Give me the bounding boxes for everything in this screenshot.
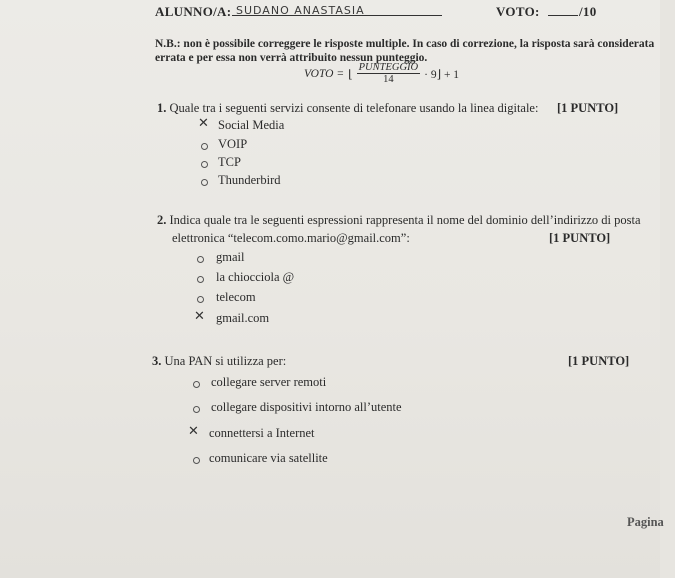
q2-option-2: la chiocciola @ — [216, 270, 295, 284]
q2-option-3-radio[interactable] — [197, 296, 204, 303]
q2-option-3: telecom — [216, 290, 256, 304]
q1-option-2-radio[interactable] — [201, 143, 208, 150]
formula-fraction — [357, 62, 421, 85]
question-2-line-2: elettronica “telecom.como.mario@gmail.com”: — [172, 231, 410, 245]
q3-option-1: collegare server remoti — [211, 375, 327, 389]
question-1-points: [1 PUNTO] — [557, 101, 619, 115]
q2-option-2-radio[interactable] — [197, 276, 204, 283]
page-footer-label: Pagina — [627, 515, 664, 529]
q2-option-4: gmail.com — [216, 311, 270, 325]
q1-option-4-radio[interactable] — [201, 179, 208, 186]
grade-formula: VOTO = ⌊ $\frac{\text{PUNTEGGIO}}{14}$ · 9⌋ + 1 — [304, 62, 460, 85]
q1-option-2: VOIP — [218, 137, 248, 151]
formula-lhs: VOTO = — [304, 67, 345, 80]
question-2-points: [1 PUNTO] — [549, 231, 611, 245]
formula-numerator: PUNTEGGIO — [358, 62, 419, 73]
question-3-points: [1 PUNTO] — [568, 354, 630, 368]
q2-option-1: gmail — [216, 250, 245, 264]
grade-suffix: /10 — [579, 4, 597, 19]
question-3: 3. Una PAN si utilizza per: — [152, 354, 287, 368]
q1-option-4: Thunderbird — [218, 173, 281, 187]
q3-option-4-radio[interactable] — [193, 457, 200, 464]
answer-cross-mark: ✕ — [188, 424, 199, 439]
q3-option-2: collegare dispositivi intorno all’utente — [211, 400, 402, 414]
q3-option-3: connettersi a Internet — [209, 426, 315, 440]
grade-label: VOTO: — [496, 4, 540, 19]
answer-cross-mark: ✕ — [194, 309, 205, 324]
formula-rhs: · 9⌋ + 1 — [424, 68, 460, 81]
q2-option-1-radio[interactable] — [197, 256, 204, 263]
q3-option-2-radio[interactable] — [193, 406, 200, 413]
grade-line — [548, 15, 578, 16]
instruction-note: N.B.: non è possibile correggere le risposte multiple. In caso di correzione, la risposta sarà considerata errata e per essa non verrà attribuito nessun punteggio. — [155, 38, 655, 64]
question-1: 1. Quale tra i seguenti servizi consente di telefonare usando la linea digitale: — [157, 101, 539, 115]
answer-cross-mark: ✕ — [198, 116, 209, 131]
q3-option-4: comunicare via satellite — [209, 451, 328, 465]
formula-denominator: 14 — [383, 74, 394, 85]
student-name-line — [232, 15, 442, 16]
question-2: 2. Indica quale tra le seguenti espressioni rappresenta il nome del dominio dell’indirizzo di posta — [157, 213, 641, 227]
student-name: SUDANO ANASTASIA — [236, 4, 365, 17]
q1-option-3: TCP — [218, 155, 241, 169]
q1-option-1: Social Media — [218, 118, 285, 132]
q1-option-3-radio[interactable] — [201, 161, 208, 168]
q3-option-1-radio[interactable] — [193, 381, 200, 388]
student-label: ALUNNO/A: — [155, 4, 232, 19]
